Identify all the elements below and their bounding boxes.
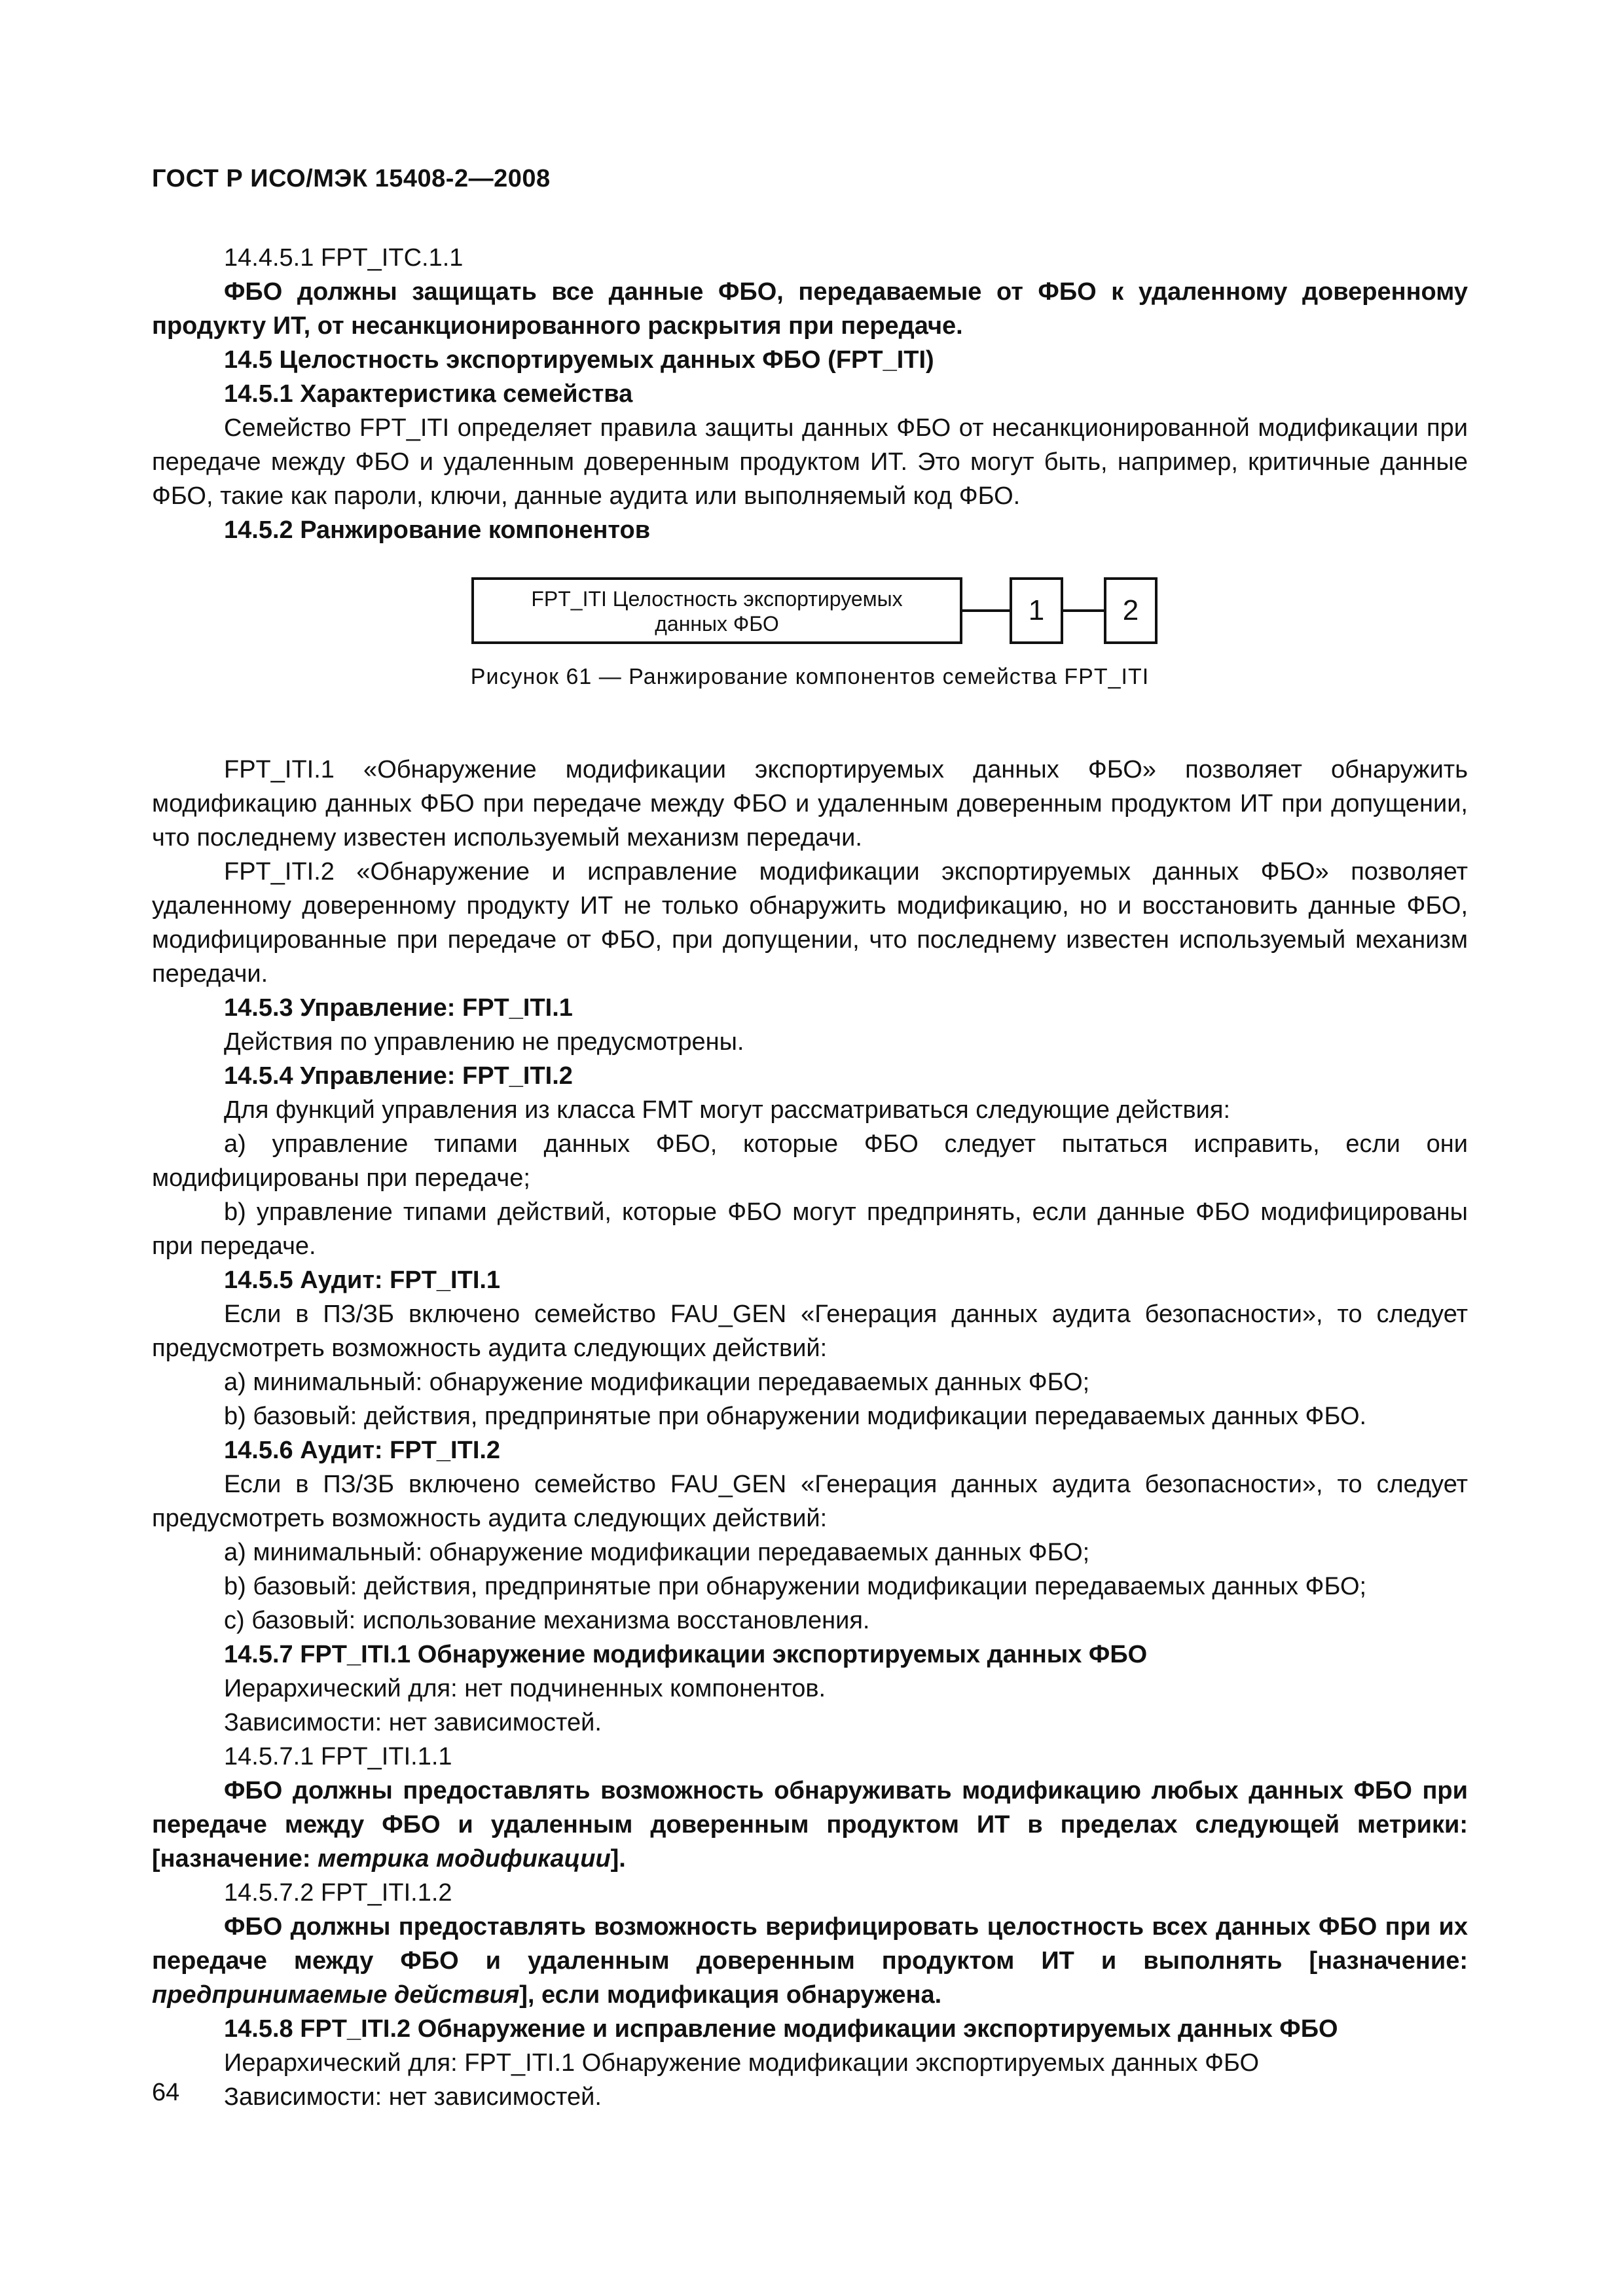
subsection-heading: 14.5.7 FPT_ITI.1 Обнаружение модификации экспортируемых данных ФБО [224,1641,1148,1668]
subsection-heading: 14.5.1 Характеристика семейства [224,380,633,408]
requirement-text-part: ФБО должны предоставлять возможность обнаруживать модификацию любых данных ФБО при передаче между ФБО и удаленным доверенным продуктом ИТ в пределах следующей метрики: [назначение: [152,1777,1468,1873]
list-item: b) базовый: действия, предпринятые при обнаружении модификации передаваемых данных ФБО; [224,1573,1367,1600]
component-box-2: 2 [1104,577,1158,644]
list-item: b) управление типами действий, которые ФБО могут предпринять, если данные ФБО модифицированы при передаче. [152,1198,1468,1260]
list-item: c) базовый: использование механизма восстановления. [224,1607,870,1634]
list-item: a) минимальный: обнаружение модификации передаваемых данных ФБО; [224,1539,1090,1566]
clause-number: 14.5.7.2 FPT_ITI.1.2 [224,1879,452,1907]
document-header: ГОСТ Р ИСО/МЭК 15408-2—2008 [152,165,551,192]
clause-number: 14.5.7.1 FPT_ITI.1.1 [224,1743,452,1770]
requirement-text-part: ], если модификация обнаружена. [519,1981,942,2009]
figure-caption: Рисунок 61 — Ранжирование компонентов семейства FPT_ITI [470,664,1150,689]
paragraph: Если в ПЗ/ЗБ включено семейство FAU_GEN «Генерация данных аудита безопасности», то следует предусмотреть возможность аудита следующих действий: [152,1471,1468,1532]
family-box-line2: данных ФБО [655,612,779,636]
paragraph: Для функций управления из класса FMT могут рассматриваться следующие действия: [224,1096,1231,1124]
list-item: a) минимальный: обнаружение модификации передаваемых данных ФБО; [224,1369,1090,1396]
connector-line [1063,609,1104,612]
requirement-text [152,1774,1468,1876]
requirement-text: ФБО должны защищать все данные ФБО, передаваемые от ФБО к удаленному доверенному продукту ИТ, от несанкционированного раскрытия при передаче. [152,278,1468,340]
connector-line [962,609,1010,612]
component-box-1: 1 [1010,577,1063,644]
subsection-heading: 14.5.6 Аудит: FPT_ITI.2 [224,1437,501,1464]
assignment-placeholder: метрика модификации [318,1845,611,1873]
family-box [471,577,962,644]
paragraph: Семейство FPT_ITI определяет правила защиты данных ФБО от несанкционированной модификации при передаче между ФБО и удаленным доверенным продуктом ИТ. Это могут быть, например, критичные данные ФБО, такие как пароли, ключи, данные аудита или выполняемый код ФБО. [152,414,1468,510]
paragraph: Зависимости: нет зависимостей. [224,1709,602,1736]
subsection-heading: 14.5.5 Аудит: FPT_ITI.1 [224,1266,501,1294]
paragraph: Действия по управлению не предусмотрены. [224,1028,744,1056]
list-item: b) базовый: действия, предпринятые при обнаружении модификации передаваемых данных ФБО. [224,1403,1367,1430]
assignment-placeholder: предпринимаемые действия [152,1981,520,2009]
subsection-heading: 14.5.4 Управление: FPT_ITI.2 [224,1062,573,1090]
family-box-line1: FPT_ITI Целостность экспортируемых [531,587,903,611]
subsection-heading: 14.5.3 Управление: FPT_ITI.1 [224,994,573,1022]
page-number: 64 [152,2079,180,2106]
paragraph: FPT_ITI.2 «Обнаружение и исправление модификации экспортируемых данных ФБО» позволяет удаленному доверенному продукту ИТ не только обнаружить модификацию, но и восстановить данные ФБО, модифицированные при передаче от ФБО, при допущении, что последнему известен используемый механизм передачи. [152,858,1468,988]
paragraph: Если в ПЗ/ЗБ включено семейство FAU_GEN «Генерация данных аудита безопасности», то следует предусмотреть возможность аудита следующих действий: [152,1300,1468,1362]
section-heading: 14.5 Целостность экспортируемых данных ФБО (FPT_ITI) [224,346,934,374]
paragraph: Зависимости: нет зависимостей. [224,2083,602,2111]
requirement-text-part: ФБО должны предоставлять возможность верифицировать целостность всех данных ФБО при их передаче между ФБО и удаленным доверенным продуктом ИТ и выполнять [назначение: [152,1913,1468,1975]
document-body [152,241,1468,2114]
paragraph: Иерархический для: FPT_ITI.1 Обнаружение модификации экспортируемых данных ФБО [224,2049,1260,2077]
subsection-heading: 14.5.8 FPT_ITI.2 Обнаружение и исправление модификации экспортируемых данных ФБО [224,2015,1338,2043]
list-item: a) управление типами данных ФБО, которые ФБО следует пытаться исправить, если они модифицированы при передаче; [152,1130,1468,1192]
requirement-text [152,1910,1468,2012]
paragraph: FPT_ITI.1 «Обнаружение модификации экспортируемых данных ФБО» позволяет обнаружить модификацию данных ФБО при передаче между ФБО и удаленным доверенным продуктом ИТ при допущении, что последнему известен используемый механизм передачи. [152,756,1468,852]
component-ranking-figure [152,577,1468,666]
paragraph: Иерархический для: нет подчиненных компонентов. [224,1675,826,1702]
subsection-heading: 14.5.2 Ранжирование компонентов [224,516,651,544]
clause-number: 14.4.5.1 FPT_ITC.1.1 [224,244,464,272]
requirement-text-part: ]. [610,1845,626,1873]
